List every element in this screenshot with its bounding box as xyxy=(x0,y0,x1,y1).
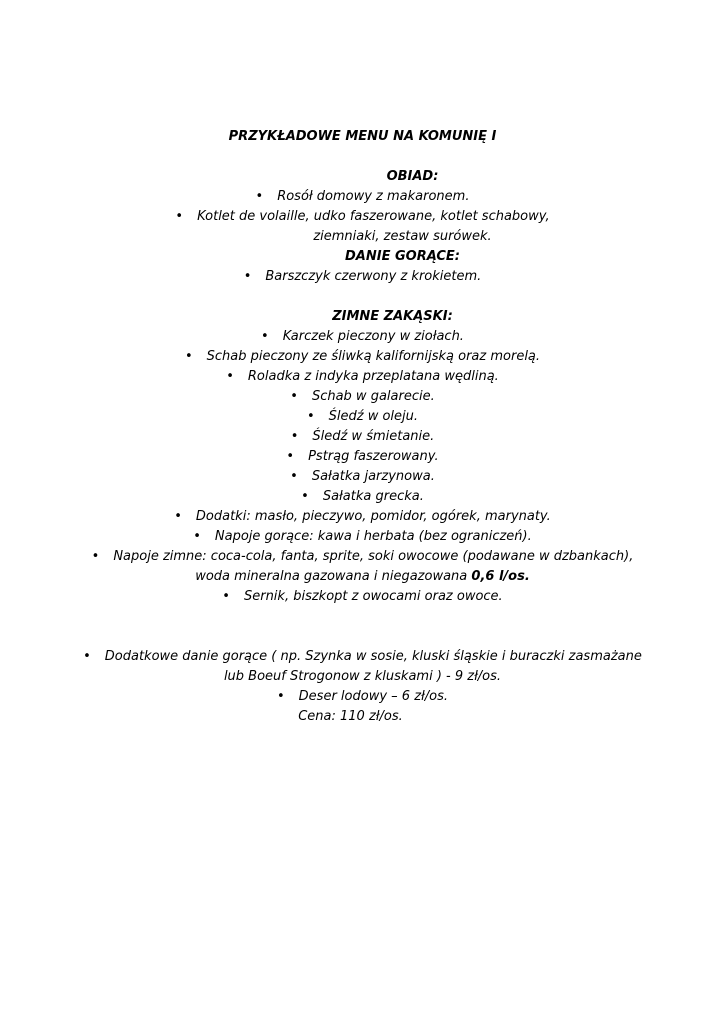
list-item: • Kotlet de volaille, udko faszerowane, kotlet schabowy, xyxy=(0,207,725,227)
bullet-icon: • xyxy=(243,269,252,284)
list-item: • Dodatki: masło, pieczywo, pomidor, ogórek, marynaty. xyxy=(0,507,725,527)
list-item: • Sałatka grecka. xyxy=(0,487,725,507)
bullet-icon: • xyxy=(255,189,264,204)
list-item-continuation: ziemniaki, zestaw surówek. xyxy=(313,229,492,244)
bullet-icon: • xyxy=(222,589,230,604)
bullet-icon: • xyxy=(83,649,91,664)
bullet-icon: • xyxy=(290,469,298,484)
price-line: Cena: 110 zł/os. xyxy=(298,709,403,724)
list-item: • Dodatkowe danie gorące ( np. Szynka w sosie, kluski śląskie i buraczki zasmażane xyxy=(0,647,725,667)
bullet-icon: • xyxy=(301,489,309,504)
menu-title: PRZYKŁADOWE MENU NA KOMUNIĘ I xyxy=(228,129,497,144)
bullet-icon: • xyxy=(286,449,295,464)
list-item: • Śledź w śmietanie. xyxy=(0,427,725,447)
bullet-icon: • xyxy=(290,429,299,444)
bullet-icon: • xyxy=(306,409,315,424)
list-item-continuation: lub Boeuf Strogonow z kluskami ) - 9 zł/os. xyxy=(223,669,502,684)
danie-gorace-heading: DANIE GORĄCE: xyxy=(345,249,460,264)
list-item: • Schab pieczony ze śliwką kalifornijską oraz morelą. xyxy=(0,347,725,367)
bullet-icon: • xyxy=(175,209,184,224)
bullet-icon: • xyxy=(290,389,298,404)
bullet-icon: • xyxy=(174,509,182,524)
bullet-icon: • xyxy=(193,529,201,544)
list-item: • Napoje gorące: kawa i herbata (bez ograniczeń). xyxy=(0,527,725,547)
bullet-icon: • xyxy=(184,349,193,364)
bullet-icon: • xyxy=(91,549,100,564)
list-item: • Roladka z indyka przeplatana wędliną. xyxy=(0,367,725,387)
list-item: • Schab w galarecie. xyxy=(0,387,725,407)
list-item: • Rosół domowy z makaronem. xyxy=(0,187,725,207)
bullet-icon: • xyxy=(261,329,269,344)
list-item: • Sałatka jarzynowa. xyxy=(0,467,725,487)
list-item: • Śledź w oleju. xyxy=(0,407,725,427)
list-item: • Sernik, biszkopt z owocami oraz owoce. xyxy=(0,587,725,607)
zimne-zakaski-heading: ZIMNE ZAKĄSKI: xyxy=(332,309,453,324)
bullet-icon: • xyxy=(277,689,285,704)
bullet-icon: • xyxy=(226,369,234,384)
list-item: • Karczek pieczony w ziołach. xyxy=(0,327,725,347)
list-item: • Barszczyk czerwony z krokietem. xyxy=(0,267,725,287)
list-item: • Napoje zimne: coca-cola, fanta, sprite, soki owocowe (podawane w dzbankach), xyxy=(0,547,725,567)
list-item: • Deser lodowy – 6 zł/os. xyxy=(0,687,725,707)
list-item-continuation: woda mineralna gazowana i niegazowana 0,6 l/os. xyxy=(195,569,530,584)
list-item: • Pstrąg faszerowany. xyxy=(0,447,725,467)
obiad-heading: OBIAD: xyxy=(386,169,439,184)
